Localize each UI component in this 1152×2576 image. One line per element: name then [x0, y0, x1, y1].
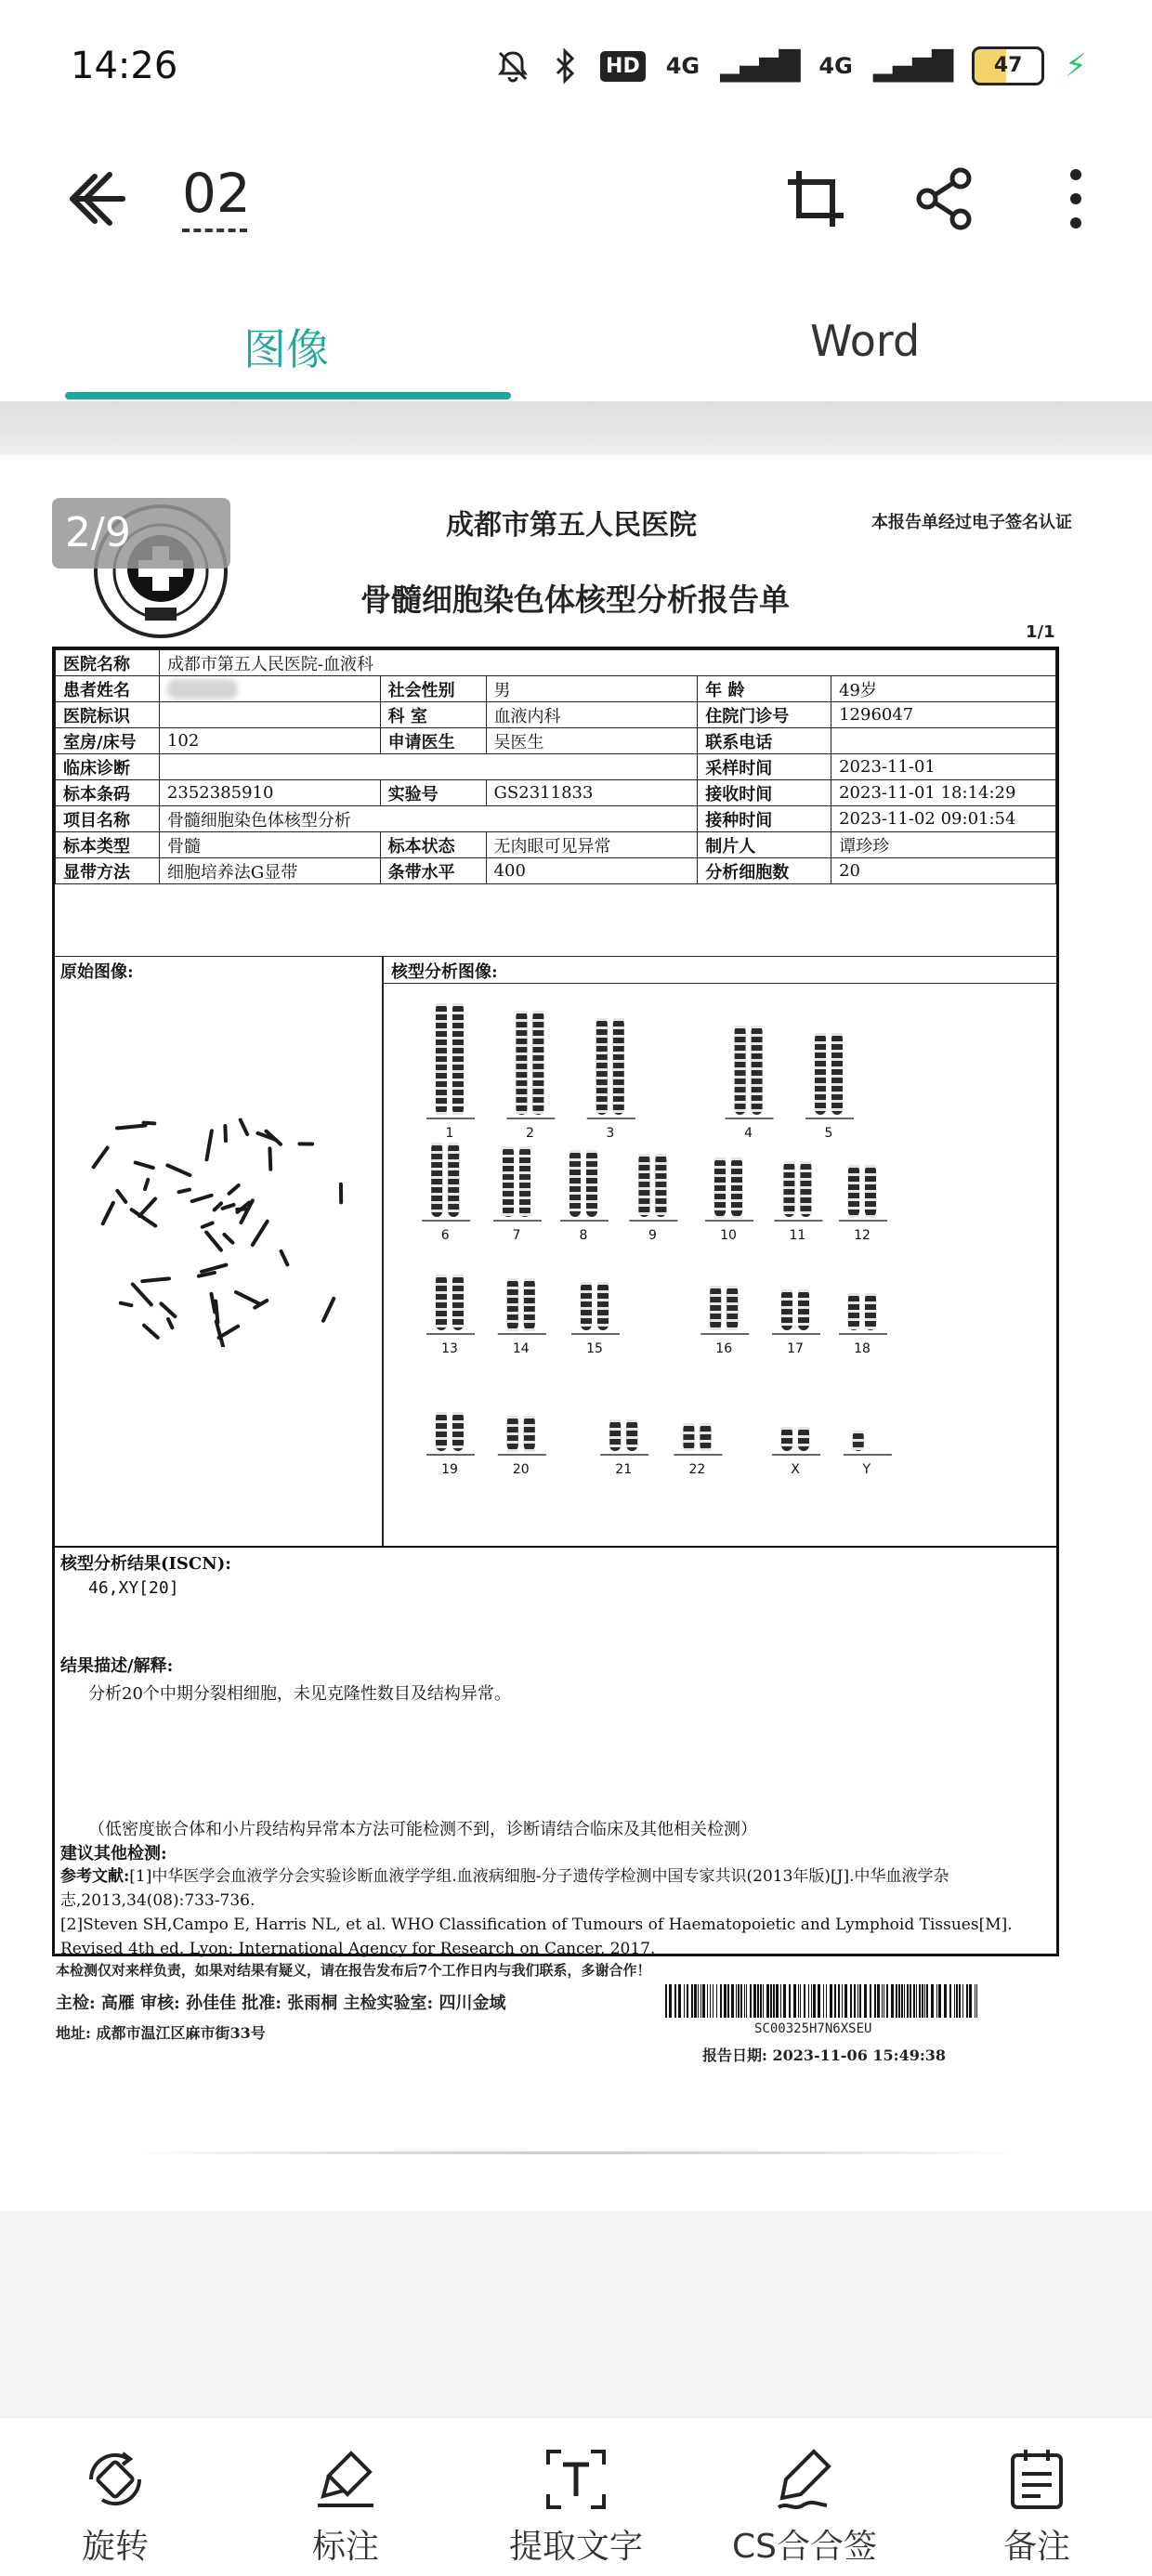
report-date: 报告日期: 2023-11-06 15:49:38	[702, 2044, 946, 2065]
table-row: 显带方法 细胞培养法G显带 条带水平 400 分析细胞数 20	[56, 858, 1056, 884]
network-type-1: 4G	[666, 53, 700, 79]
crop-icon[interactable]	[779, 162, 853, 236]
table-row: 室房/床号 102 申请医生 吴医生 联系电话	[56, 728, 1056, 754]
share-icon[interactable]	[907, 162, 981, 236]
notes-label: 备注	[935, 2520, 1139, 2568]
chromosome-label: 16	[715, 1341, 732, 1356]
chromosome-label: 1	[446, 1126, 454, 1141]
chromosome-label: 2	[526, 1126, 534, 1141]
table-row: 标本类型 骨髓 标本状态 无肉眼可见异常 制片人 谭珍珍	[56, 832, 1056, 858]
hd-icon: HD	[600, 51, 646, 82]
redacted-name	[167, 679, 238, 700]
highlighter-icon	[312, 2446, 379, 2513]
extract-text-button[interactable]	[474, 2418, 678, 2576]
chromosome-label: 8	[580, 1228, 588, 1243]
image-section	[55, 956, 1056, 1548]
back-arrow-icon[interactable]	[61, 162, 136, 236]
page-edge	[130, 2151, 1022, 2154]
chromosome-label: 17	[787, 1341, 804, 1356]
status-bar	[0, 0, 1152, 139]
chromosome-label: X	[791, 1462, 800, 1477]
rotate-label: 旋转	[13, 2520, 217, 2568]
description-text: 分析20个中期分裂相细胞，未见克隆性数目及结构异常。	[88, 1680, 511, 1705]
table-row: 标本条码 2352385910 实验号 GS2311833 接收时间 2023-11-01 18:14:29	[56, 780, 1056, 806]
karyogram-image	[391, 994, 1053, 1542]
page-shadow	[0, 401, 1152, 457]
view-tabs	[0, 260, 1152, 402]
annotate-label: 标注	[243, 2520, 448, 2568]
chromosome-label: 6	[441, 1228, 450, 1243]
mute-bell-icon	[494, 47, 531, 85]
more-icon[interactable]	[1039, 162, 1113, 236]
chromosome-label: 20	[513, 1462, 530, 1477]
document-title[interactable]: 02	[182, 162, 251, 225]
barcode-text: SC00325H7N6XSEU	[754, 2021, 871, 2036]
chromosome-label: 5	[825, 1126, 833, 1141]
chromosome-label: 22	[688, 1462, 705, 1477]
document-page[interactable]	[0, 455, 1152, 2211]
karyotype-image-label: 核型分析图像:	[391, 959, 498, 983]
chromosome-label: 7	[513, 1228, 521, 1243]
description-heading: 结果描述/解释:	[60, 1653, 173, 1677]
chromosome-label: 18	[854, 1341, 871, 1356]
charging-icon: ⚡	[1065, 47, 1087, 85]
extract-text-label: 提取文字	[474, 2520, 678, 2568]
chromosome-label: Y	[862, 1462, 871, 1477]
bottom-toolbar	[0, 2417, 1152, 2576]
signal-icon: ▂▄▆█	[720, 50, 798, 83]
esign-note: 本报告单经过电子签名认证	[871, 509, 1072, 533]
hospital-name: 成都市第五人民医院	[446, 502, 697, 543]
extract-text-icon	[543, 2446, 609, 2513]
chromosome-label: 9	[648, 1228, 657, 1243]
table-row: 临床诊断 采样时间 2023-11-01	[56, 754, 1056, 780]
reference-1: [1]中华医学会血液学分会实验诊断血液学学组.血液病细胞-分子遗传学检测中国专家共识(2013年版)[J].中华血液学杂志,2013,34(08):733-736.	[60, 1867, 949, 1910]
chromosome-label: 11	[789, 1228, 805, 1243]
chromosome-label: 10	[720, 1228, 737, 1243]
page-indicator: 2/9	[52, 498, 230, 569]
cs-sign-label: CS合合签	[702, 2520, 907, 2568]
chromosome-label: 13	[441, 1341, 458, 1356]
tab-word[interactable]: Word	[810, 316, 920, 366]
rotate-icon	[82, 2446, 149, 2513]
signature-line: 主检: 高雁 审核: 孙佳佳 批准: 张雨桐 主检实验室: 四川金域	[56, 1990, 505, 2014]
table-row: 医院标识 科 室 血液内科 住院门诊号 1296047	[56, 702, 1056, 728]
suggested-tests: 建议其他检测:	[60, 1840, 167, 1864]
label-divider	[382, 983, 1056, 984]
battery-icon: 47	[972, 46, 1044, 85]
status-time: 14:26	[71, 45, 177, 87]
rotate-button[interactable]	[13, 2418, 217, 2576]
patient-info-table	[55, 649, 1056, 884]
title-edit-underline	[182, 229, 247, 232]
chromosome-label: 14	[513, 1341, 530, 1356]
tab-image[interactable]: 图像	[243, 316, 329, 377]
lab-address: 地址: 成都市温江区麻市街33号	[56, 2021, 266, 2043]
report-title: 骨髓细胞染色体核型分析报告单	[360, 576, 790, 620]
notes-button[interactable]	[935, 2418, 1139, 2576]
network-type-2: 4G	[818, 53, 852, 79]
chromosome-label: 3	[606, 1126, 614, 1141]
references	[60, 1864, 1045, 1961]
image-divider	[382, 957, 384, 1546]
original-image-label: 原始图像:	[60, 959, 134, 983]
app-bar	[0, 139, 1152, 260]
method-note: （低密度嵌合体和小片段结构异常本方法可能检测不到，诊断请结合临床及其他相关检测）	[88, 1816, 757, 1840]
chromosome-label: 4	[744, 1126, 753, 1141]
notes-icon	[1003, 2446, 1070, 2513]
chromosome-label: 15	[586, 1341, 603, 1356]
cs-sign-button[interactable]	[702, 2418, 907, 2576]
table-row: 项目名称 骨髓细胞染色体核型分析 接种时间 2023-11-02 09:01:54	[56, 806, 1056, 832]
signal-icon-2: ▂▄▆█	[873, 50, 951, 83]
metaphase-spread-image	[83, 1096, 371, 1347]
karyotype-result: 46,XY[20]	[88, 1578, 179, 1598]
status-icons	[494, 43, 1087, 89]
report-frame	[52, 647, 1059, 1956]
reference-label: 参考文献:	[60, 1867, 129, 1886]
annotate-button[interactable]	[243, 2418, 448, 2576]
table-row: 医院名称 成都市第五人民医院-血液科	[56, 650, 1056, 676]
chromosome-label: 19	[441, 1462, 458, 1477]
barcode-image	[665, 1984, 977, 2018]
reference-2: [2]Steven SH,Campo E, Harris NL, et al. WHO Classification of Tumours of Haematopoietic and Lymphoid Tissues[M]. Revised 4th ed. Lyon: International Agency for Research on Cancer, 2017.	[60, 1916, 1013, 1958]
result-heading: 核型分析结果(ISCN):	[60, 1550, 231, 1575]
active-tab-indicator	[65, 392, 511, 399]
signature-pen-icon	[771, 2446, 838, 2513]
bluetooth-icon	[552, 47, 580, 85]
disclaimer: 本检测仅对来样负责，如果对结果有疑义，请在报告发布后7个工作日内与我们联系，多谢合作！	[56, 1960, 650, 1980]
table-row: 患者姓名 社会性别 男 年 龄 49岁	[56, 676, 1056, 702]
report-page-number: 1/1	[1026, 622, 1055, 642]
chromosome-label: 12	[854, 1228, 871, 1243]
chromosome-label: 21	[615, 1462, 632, 1477]
